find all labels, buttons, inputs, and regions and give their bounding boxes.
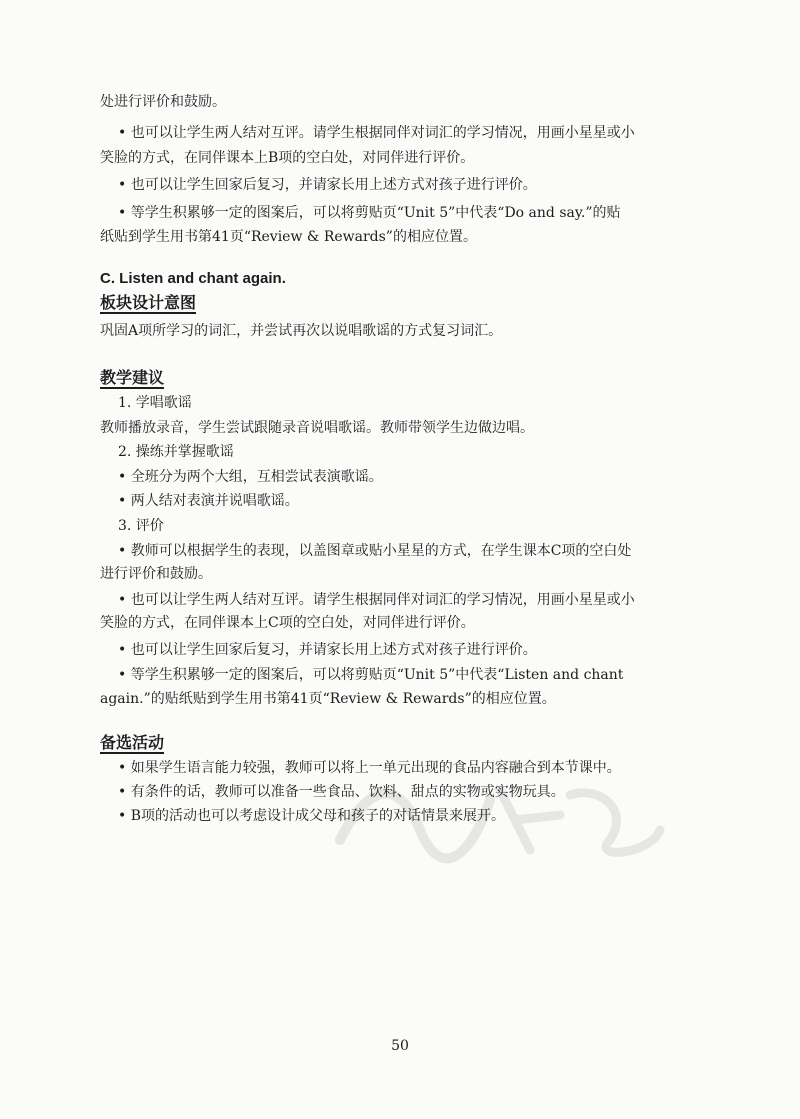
bullet-item: • 等学生积累够一定的图案后，可以将剪贴页“Unit 5”中代表“Listen and chant (118, 667, 624, 683)
bullet-item: • 等学生积累够一定的图案后，可以将剪贴页“Unit 5”中代表“Do and say.”的贴 (118, 205, 621, 221)
numbered-step: 1. 学唱歌谣 (118, 395, 192, 411)
bullet-item: • 也可以让学生两人结对互评。请学生根据同伴对词汇的学习情况，用画小星星或小 (118, 125, 635, 141)
paragraph-line: 处进行评价和鼓励。 (100, 94, 226, 110)
bullet-item: • 也可以让学生回家后复习，并请家长用上述方式对孩子进行评价。 (118, 177, 537, 193)
bullet-item: • 有条件的话，教师可以准备一些食品、饮料、甜点的实物或实物玩具。 (118, 784, 565, 800)
suggest-heading: 教学建议 (100, 368, 165, 387)
bullet-item: • 两人结对表演并说唱歌谣。 (118, 493, 299, 509)
paragraph-line: 笑脸的方式，在同伴课本上B项的空白处，对同伴进行评价。 (100, 150, 475, 166)
bullet-item: • 也可以让学生两人结对互评。请学生根据同伴对词汇的学习情况，用画小星星或小 (118, 592, 635, 608)
numbered-step: 2. 操练并掌握歌谣 (118, 444, 234, 460)
watermark-logo (330, 760, 670, 870)
bullet-item: • 全班分为两个大组，互相尝试表演歌谣。 (118, 469, 383, 485)
paragraph-line: again.”的贴纸贴到学生用书第41页“Review & Rewards”的相应位置。 (100, 691, 556, 707)
section-title: C. Listen and chant again. (100, 270, 286, 287)
design-heading: 板块设计意图 (100, 293, 197, 312)
page-number: 50 (391, 1038, 409, 1054)
bullet-item: • 如果学生语言能力较强，教师可以将上一单元出现的食品内容融合到本节课中。 (118, 760, 621, 776)
alternatives-heading: 备选活动 (100, 733, 165, 752)
bullet-item: • B项的活动也可以考虑设计成父母和孩子的对话情景来展开。 (118, 808, 505, 824)
paragraph-line: 笑脸的方式，在同伴课本上C项的空白处，对同伴进行评价。 (100, 615, 475, 631)
paragraph-line: 纸贴到学生用书第41页“Review & Rewards”的相应位置。 (100, 229, 477, 245)
paragraph-line: 进行评价和鼓励。 (100, 566, 212, 582)
bullet-item: • 也可以让学生回家后复习，并请家长用上述方式对孩子进行评价。 (118, 642, 537, 658)
design-text: 巩固A项所学习的词汇，并尝试再次以说唱歌谣的方式复习词汇。 (100, 323, 503, 339)
paragraph-line: 教师播放录音，学生尝试跟随录音说唱歌谣。教师带领学生边做边唱。 (100, 420, 534, 436)
numbered-step: 3. 评价 (118, 518, 164, 534)
bullet-item: • 教师可以根据学生的表现，以盖图章或贴小星星的方式，在学生课本C项的空白处 (118, 543, 632, 559)
